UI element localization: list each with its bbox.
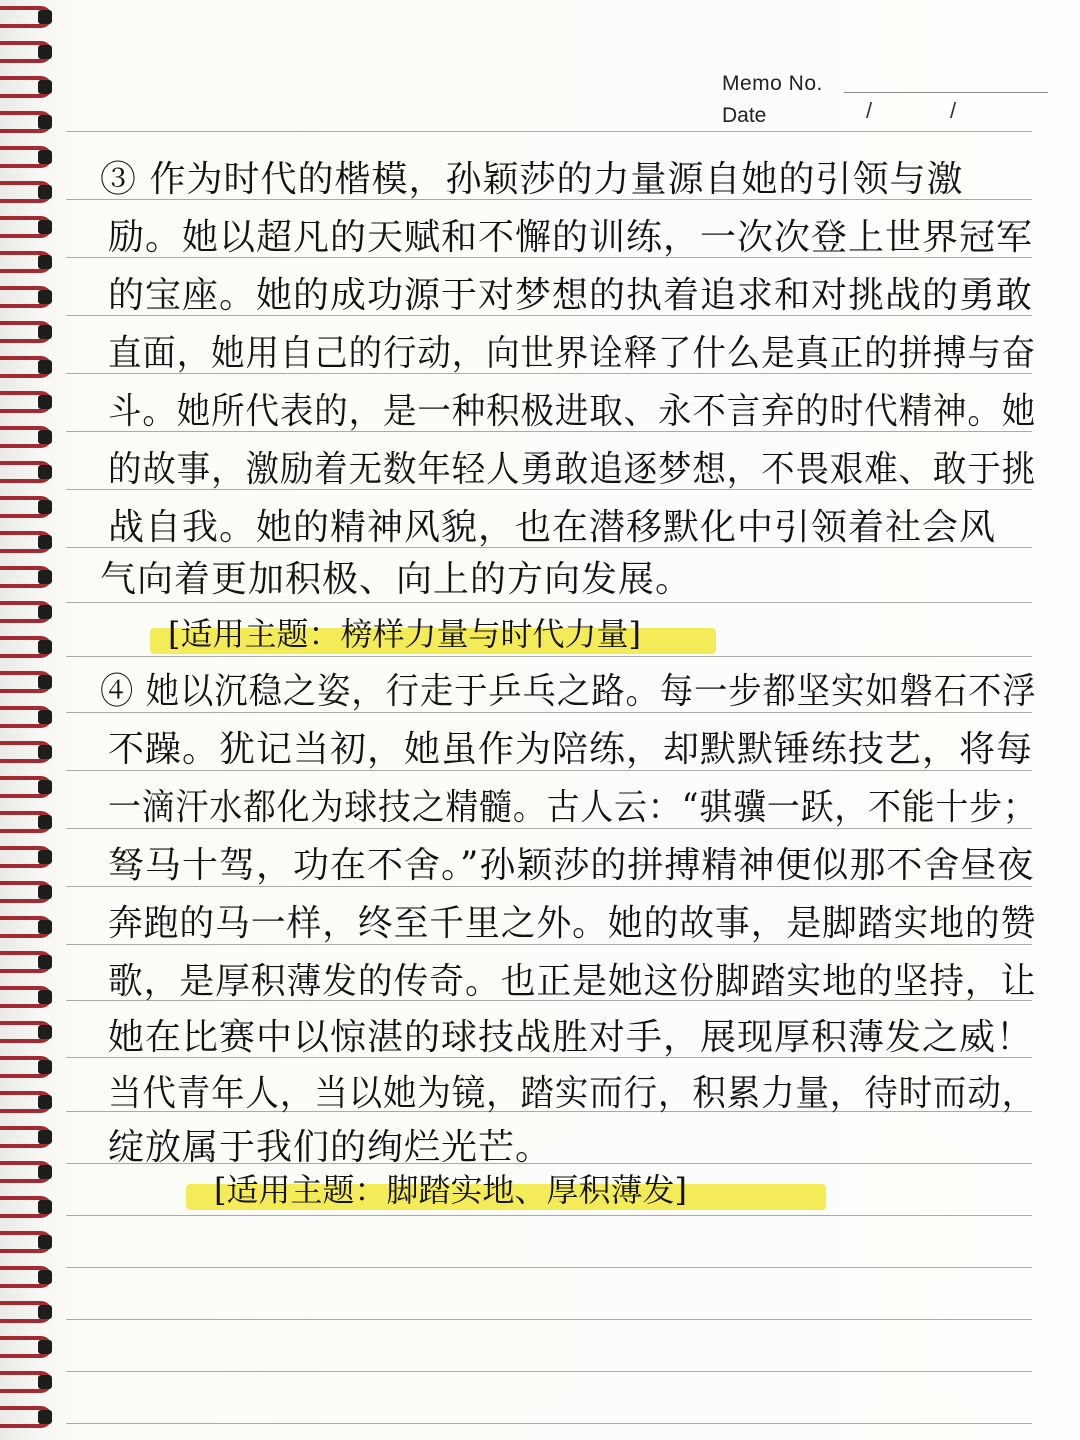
binding-hole [38,745,52,759]
binding-hole [38,1375,52,1389]
handwritten-line: 驽马十驾，功在不舍。”孙颖莎的拼搏精神便似那不舍昼夜 [108,845,1035,886]
binding-hole [38,815,52,829]
date-label: Date [722,104,767,127]
binding-hole [38,150,52,164]
handwritten-line: 当代青年人，当以她为镜，踏实而行，积累力量，待时而动， [108,1073,1037,1114]
topic-tag: [适用主题：榜样力量与时代力量] [168,615,641,653]
binding-hole [38,1305,52,1319]
binding-hole [38,1130,52,1144]
binding-hole [38,570,52,584]
handwritten-line: 的故事，激励着无数年轻人勇敢追逐梦想，不畏艰难、敢于挑 [108,449,1037,490]
ruled-line [66,1423,1032,1424]
handwritten-line: 她在比赛中以惊湛的球技战胜对手，展现厚积薄发之威！ [108,1017,1034,1058]
handwritten-line: 不躁。犹记当初，她虽作为陪练，却默默锤练技艺，将每 [108,729,1034,770]
binding-hole [38,115,52,129]
binding-hole [38,1270,52,1284]
binding-hole [38,80,52,94]
binding-hole [38,1060,52,1074]
binding-hole [38,325,52,339]
memo-number-field [844,92,1048,93]
date-separator: / [866,98,873,123]
ruled-line [66,1267,1032,1268]
binding-hole [38,885,52,899]
handwritten-line: 一滴汗水都化为球技之精髓。古人云：“骐骥一跃，不能十步； [108,787,1037,828]
handwritten-line: 战自我。她的精神风貌，也在潜移默化中引领着社会风 [108,507,997,548]
ruled-line [66,1371,1032,1372]
ruled-line [66,1215,1032,1216]
handwritten-line: 斗。她所代表的，是一种积极进取、永不言弃的时代精神。她 [108,391,1037,432]
binding-hole [38,535,52,549]
binding-hole [38,920,52,934]
binding-hole [38,710,52,724]
handwritten-line: 奔跑的马一样，终至千里之外。她的故事，是脚踏实地的赞 [108,903,1037,944]
binding-hole [38,255,52,269]
binding-hole [38,360,52,374]
ruled-line [66,1319,1032,1320]
binding-hole [38,850,52,864]
ruled-line [66,131,1032,132]
binding-hole [38,1340,52,1354]
memo-number-label: Memo No. [722,72,823,95]
binding-hole [38,395,52,409]
binding-hole [38,220,52,234]
binding-hole [38,290,52,304]
binding-hole [38,185,52,199]
spiral-binding [0,0,64,1440]
handwritten-line: 的宝座。她的成功源于对梦想的执着追求和对挑战的勇敢 [108,275,1034,316]
handwritten-line: 直面，她用自己的行动，向世界诠释了什么是真正的拼搏与奋 [108,333,1037,374]
binding-hole [38,780,52,794]
binding-hole [38,500,52,514]
handwritten-line: 歌，是厚积薄发的传奇。也正是她这份脚踏实地的坚持，让 [108,961,1037,1002]
topic-tag: [适用主题：脚踏实地、厚积薄发] [214,1171,687,1209]
handwritten-line: ④ 她以沉稳之姿，行走于乒乓之路。每一步都坚实如磐石不浮 [100,671,1037,712]
handwritten-line: 气向着更加积极、向上的方向发展。 [100,559,693,600]
binding-hole [38,1095,52,1109]
binding-hole [38,675,52,689]
binding-hole [38,1165,52,1179]
binding-hole [38,465,52,479]
binding-hole [38,430,52,444]
binding-hole [38,640,52,654]
handwritten-line: ③ 作为时代的楷模，孙颖莎的力量源自她的引领与激 [100,159,964,200]
binding-hole [38,1025,52,1039]
date-separator: / [950,98,957,123]
binding-hole [38,605,52,619]
handwritten-line: 励。她以超凡的天赋和不懈的训练，一次次登上世界冠军 [108,217,1034,258]
handwritten-line: 绽放属于我们的绚烂光芒。 [108,1127,553,1168]
binding-hole [38,955,52,969]
binding-hole [38,990,52,1004]
binding-hole [38,45,52,59]
binding-hole [38,1200,52,1214]
binding-hole [38,1235,52,1249]
binding-hole [38,10,52,24]
binding-hole [38,1410,52,1424]
